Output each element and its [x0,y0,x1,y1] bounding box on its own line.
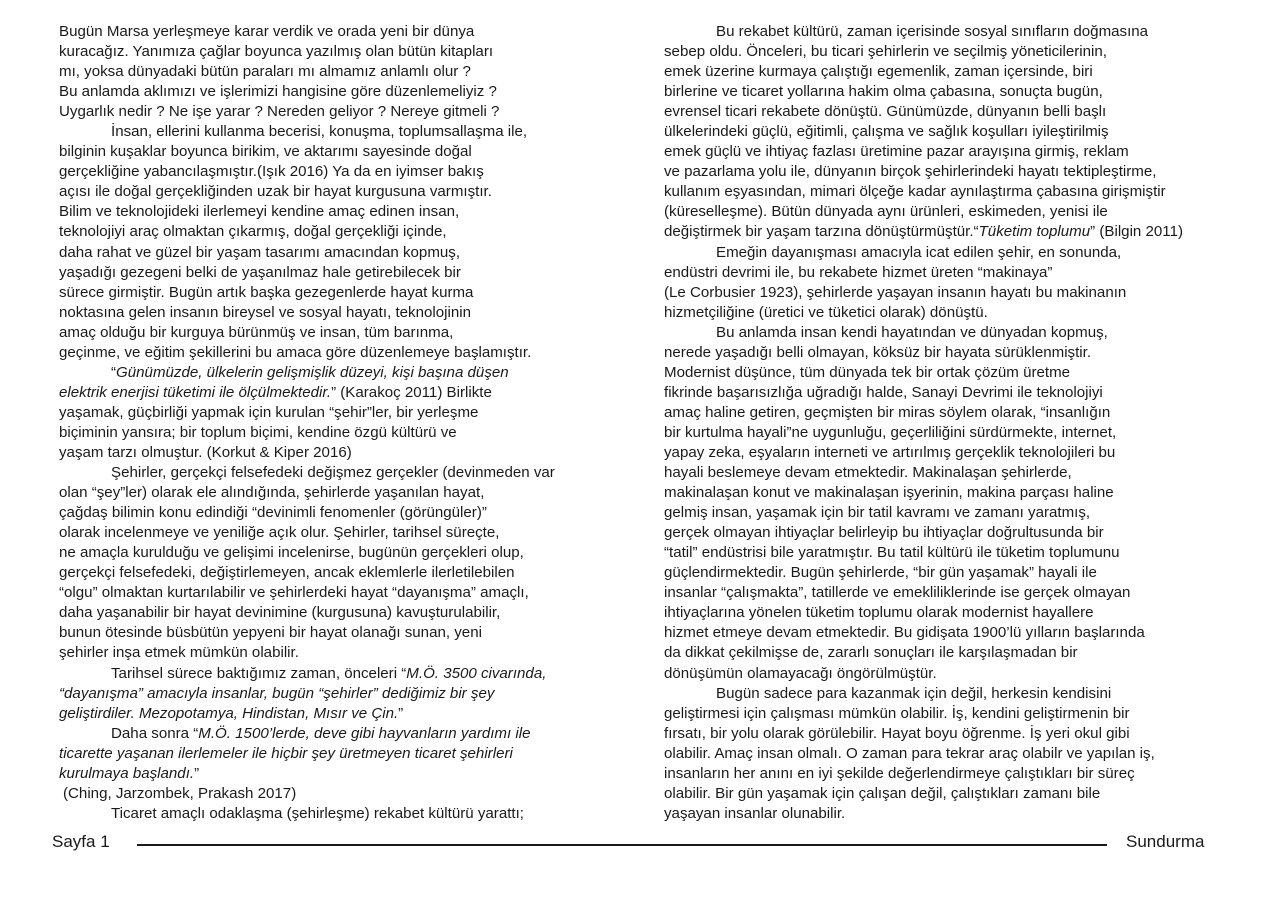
text-run: geliştirmesi için çalışması mümkün olabilir. İş, kendini geliştirmenin bir [664,704,1130,722]
text-line [59,142,619,162]
text-line [59,583,619,603]
text-run: birlerine ve ticaret yollarına hakim olma çabasına, sonuçta bugün, [664,83,1103,101]
text-run: yaşadığı gezegeni belki de yaşanılmaz hale getirebilecek bir [59,263,461,281]
text-run: sürece girmiştir. Bugün artık başka gezegenlerde hayat kurma [59,283,474,301]
text-line [59,122,619,142]
text-run: hizmet etmeye devam etmektedir. Bu gidişata 1900’lü yılların başlarında [664,624,1145,642]
text-line [59,222,619,242]
text-run: çağdaş bilimin konu edindiği “devinimli fenomenler (görüngüler)” [59,504,487,522]
text-run: Daha sonra “ [111,724,199,742]
text-run: yaşam tarzı olmuştur. (Korkut & Kiper 2016) [59,443,352,461]
section-title: Sundurma [1126,832,1205,851]
text-line [59,202,619,222]
text-line [59,42,619,62]
text-line [664,463,1224,483]
text-run: gelmiş insan, yaşamak için bir tatil kavramı ve zamanı yaratmış, [664,504,1091,522]
text-line [664,744,1224,764]
text-run: “olgu” olmaktan kurtarılabilir ve şehirlerdeki hayat “dayanışma” amaçlı, [59,584,529,602]
text-line [664,764,1224,784]
text-line [59,263,619,283]
text-run: ihtiyaçlarına yönelen tüketim toplumu olarak modernist hayallere [664,604,1094,622]
text-line [59,363,619,383]
italic-text: kurulmaya başlandı. [59,764,195,782]
text-run: biçiminin yansıra; bir toplum biçimi, kendine özgü kültürü ve [59,423,457,441]
text-run: amaç olduğu bir kurguya bürünmüş ve insan, tüm barınma, [59,323,454,341]
text-line [59,764,619,784]
text-line [59,724,619,744]
text-line [664,62,1224,82]
text-run: yaşayan insanlar olunabilir. [664,804,846,822]
text-run: Modernist düşünce, tüm dünyada tek bir ortak çözüm üretme [664,363,1071,381]
text-line [59,643,619,663]
text-run: (Ching, Jarzombek, Prakash 2017) [63,784,297,802]
text-line [664,122,1224,142]
italic-text: “dayanışma” amacıyla insanlar, bugün “şehirler” dediğimiz bir şey [59,684,495,702]
text-run: Bugün Marsa yerleşmeye karar verdik ve orada yeni bir dünya [59,23,475,40]
text-line [664,483,1224,503]
text-line [59,623,619,643]
text-run: Şehirler, gerçekçi felsefedeki değişmez gerçekler (devinmeden var [111,464,555,482]
italic-text: M.Ö. 3500 civarında, [406,664,547,682]
text-run: amaç haline getiren, geçmişten bir miras söylem olarak, “insanlığın [664,403,1111,421]
text-run: daha rahat ve güzel bir yaşam tasarımı amacından kopmuş, [59,243,461,261]
right-column [664,22,1224,824]
text-run: olarak incelenmeye ve yeniliğe açık olur. Şehirler, tarihsel süreçte, [59,524,500,542]
text-line [664,664,1224,684]
text-line [59,182,619,202]
text-line [664,804,1224,824]
text-line [59,603,619,623]
italic-text: M.Ö. 1500’lerde, deve gibi hayvanların yardımı ile [198,724,531,742]
text-run: insanların her anını en iyi şekilde değerlendirmeye çalıştıkları bir süreç [664,764,1135,782]
text-line [664,162,1224,182]
text-line [664,684,1224,704]
text-line [664,303,1224,323]
text-line [664,323,1224,343]
text-run: “ [111,363,117,381]
text-run: yapay zeka, eşyaların interneti ve artırılmış gerçeklik teknolojileri bu [664,443,1116,461]
text-run: makinalaşan konut ve makinalaşan işyerinin, makina parçası haline [664,484,1114,502]
text-run: fırsatı, bir yolu olarak görülebilir. Hayat boyu öğrenme. İş yeri okul gibi [664,724,1130,742]
text-line [664,543,1224,563]
text-run: Bu anlamda insan kendi hayatından ve dünyadan kopmuş, [716,323,1108,341]
text-run: endüstri devrimi ile, bu rekabete hizmet üreten “makinaya” [664,263,1053,281]
text-line [664,363,1224,383]
text-line [664,102,1224,122]
text-run: Uygarlık nedir ? Ne işe yarar ? Nereden geliyor ? Nereye gitmeli ? [59,103,500,121]
text-line [664,82,1224,102]
text-line [59,423,619,443]
text-line [664,243,1224,263]
text-line [59,162,619,182]
italic-text: Tüketim toplumu [978,223,1091,241]
text-line [664,523,1224,543]
text-line [664,403,1224,423]
text-run: dönüşümün olamayacağı öngörülmüştür. [664,664,937,682]
text-line [59,523,619,543]
italic-text: Günümüzde, ülkelerin gelişmişlik düzeyi, kişi başına düşen [116,363,509,381]
text-run: Tarihsel sürece baktığımız zaman, önceleri “ [111,664,407,682]
text-line [664,222,1224,242]
text-run: kullanım eşyasından, mimari ölçeğe kadar aynılaştırma çabasına girişmiştir [664,183,1166,201]
text-run: gerçekliğine yabancılaşmıştır.(Işık 2016) Ya da en iyimser bakış [59,163,484,181]
text-line [59,463,619,483]
text-run: geçinme, ve eğitim şekillerini bu amaca göre düzenlemeye başlamıştır. [59,343,532,361]
text-run: olabilir. Amaç insan olmalı. O zaman para tekrar araç olabilr ve yapılan iş, [664,744,1155,762]
text-run: Emeğin dayanışması amacıyla icat edilen şehir, en sonunda, [716,243,1122,261]
text-line [664,202,1224,222]
text-line [664,563,1224,583]
text-line [59,383,619,403]
text-line [59,443,619,463]
text-run: hayali beslemeye devam etmektedir. Makinalaşan şehirlerde, [664,464,1072,482]
text-run: sebep oldu. Önceleri, bu ticari şehirlerin ve seçilmiş yöneticilerinin, [664,43,1107,61]
text-line [664,583,1224,603]
text-line [664,182,1224,202]
text-line [59,102,619,122]
text-run: ” (Karakoç 2011) Birlikte [331,383,492,401]
text-line [59,543,619,563]
text-line [664,142,1224,162]
text-run: şehirler inşa etmek mümkün olabilir. [59,644,299,662]
text-line [664,503,1224,523]
text-run: Bu rekabet kültürü, zaman içerisinde sosyal sınıfların doğmasına [716,23,1149,40]
text-run: (Le Corbusier 1923), şehirlerde yaşayan insanın hayatı bu makinanın [664,283,1127,301]
text-line [59,303,619,323]
text-line [59,22,619,42]
text-run: evrensel ticari rekabete dönüştü. Günümüzde, dünyanın belli başlı [664,103,1107,121]
text-line [664,263,1224,283]
text-run: Bilim ve teknolojideki ilerlemeyi kendine amaç edinen insan, [59,203,460,221]
text-run: İnsan, ellerini kullanma becerisi, konuşma, toplumsallaşma ile, [111,123,528,141]
text-run: da dikkat çekilmişse de, zararlı sonuçları ile karşılaşmadan bir [664,644,1078,662]
text-line [59,483,619,503]
text-line [59,503,619,523]
text-run: ” [398,704,404,722]
left-column [59,22,619,824]
italic-text: elektrik enerjisi tüketimi ile ölçülmektedir. [59,383,332,401]
text-run: kuracağız. Yanımıza çağlar boyunca yazılmış olan bütün kitapları [59,43,494,61]
text-run: insanlar “çalışmakta”, tatillerde ve emekliliklerinde ise gerçek olmayan [664,584,1131,602]
italic-text: ticarette yaşanan ilerlemeler ile hiçbir şey üretmeyen ticaret şehirleri [59,744,513,762]
text-run: emek üzerine kurmaya çalıştığı egemenlik, zaman içersinde, biri [664,63,1093,81]
text-line [664,443,1224,463]
text-run: noktasına gelen insanın bireysel ve sosyal hayatı, teknolojinin [59,303,471,321]
text-run: değiştirmek bir yaşam tarzına dönüştürmüştür.“ [664,223,979,241]
text-run: (küreselleşme). Bütün dünyada aynı ürünleri, eskimeden, yenisi ile [664,203,1108,221]
text-run: “tatil” endüstrisi bile yaratmıştır. Bu tatil kültürü ile tüketim toplumunu [664,544,1120,562]
text-line [59,82,619,102]
text-run: emek güçlü ve ihtiyaç fazlası üretimine pazar arayışına girmiş, reklam [664,143,1129,161]
text-line [664,784,1224,804]
text-line [59,283,619,303]
text-line [59,744,619,764]
text-line [664,383,1224,403]
text-run: Ticaret amaçlı odaklaşma (şehirleşme) rekabet kültürü yarattı; [111,804,524,822]
text-line [664,603,1224,623]
footer-divider [137,844,1107,846]
text-line [664,423,1224,443]
text-line [664,343,1224,363]
text-run: bilginin kuşaklar boyunca birikim, ve aktarımı sayesinde doğal [59,143,472,161]
text-line [59,563,619,583]
italic-text: geliştirdiler. Mezopotamya, Hindistan, Mısır ve Çin. [59,704,399,722]
text-line [59,403,619,423]
text-line [59,704,619,724]
text-run: bir kurtulma hayali”ne uygunluğu, geçerliliğini sürdürmekte, internet, [664,423,1117,441]
text-line [664,724,1224,744]
text-run: ” [194,764,200,782]
text-run: ve pazarlama yolu ile, dünyanın birçok şehirlerindeki hayatı tektipleştirme, [664,163,1157,181]
text-run: gerçek olmayan ihtiyaçlar belirleyip bu ihtiyaçlar doğrultusunda bir [664,524,1104,542]
text-run: gerçekçi felsefedeki, değiştirlemeyen, ancak eklemlerle ilerletilebilen [59,564,515,582]
text-line [59,323,619,343]
text-line [664,283,1224,303]
text-run: hizmetçiliğine (üretici ve tüketici olarak) dönüştü. [664,303,988,321]
text-line [59,784,619,804]
text-line [59,62,619,82]
text-run: yaşamak, güçbirliği yapmak için kurulan “şehir”ler, bir yerleşme [59,403,479,421]
text-run: bunun ötesinde büsbütün yepyeni bir hayat olanağı sunan, yeni [59,624,482,642]
text-run: daha yaşanabilir bir hayat devinimine (kurgusuna) kavuşturulabilir, [59,604,501,622]
text-line [664,22,1224,42]
text-run: ne amaçla kurulduğu ve gelişimi incelenirse, bugünün gerçekleri olup, [59,544,524,562]
text-run: ülkelerindeki güçlü, eğitimli, çalışma ve sağlık koşulları iyileştirilmiş [664,123,1109,141]
text-line [664,623,1224,643]
text-line [59,664,619,684]
text-run: teknolojiyi araç olmaktan çıkarmış, doğal gerçekliği içinde, [59,223,447,241]
text-run: mı, yoksa dünyadaki bütün paraları mı almamız anlamlı olur ? [59,63,471,81]
text-line [664,643,1224,663]
text-line [59,804,619,824]
text-line [59,243,619,263]
text-run: ” (Bilgin 2011) [1090,223,1183,241]
text-line [664,704,1224,724]
text-run: Bugün sadece para kazanmak için değil, herkesin kendisini [716,684,1112,702]
text-run: Bu anlamda aklımızı ve işlerimizi hangisine göre düzenlemeliyiz ? [59,83,497,101]
text-line [59,343,619,363]
text-run: fikrinde başarısızlığa uğradığı halde, Sanayi Devrimi ile teknolojiyi [664,383,1103,401]
text-line [59,684,619,704]
page-number: Sayfa 1 [52,832,110,851]
text-run: açısı ile doğal gerçekliğinden uzak bir hayat kurgusuna varmıştır. [59,183,492,201]
text-run: olan “şey”ler) olarak ele alındığında, şehirlerde yaşanılan hayat, [59,484,485,502]
text-run: güçlendirmektedir. Bugün şehirlerde, “bir gün yaşamak” hayali ile [664,564,1097,582]
text-run: olabilir. Bir gün yaşamak için çalışan değil, çalıştıkları zamanı bile [664,784,1101,802]
text-run: nerede yaşadığı belli olmayan, köksüz bir hayata sürüklenmiştir. [664,343,1092,361]
text-line [664,42,1224,62]
